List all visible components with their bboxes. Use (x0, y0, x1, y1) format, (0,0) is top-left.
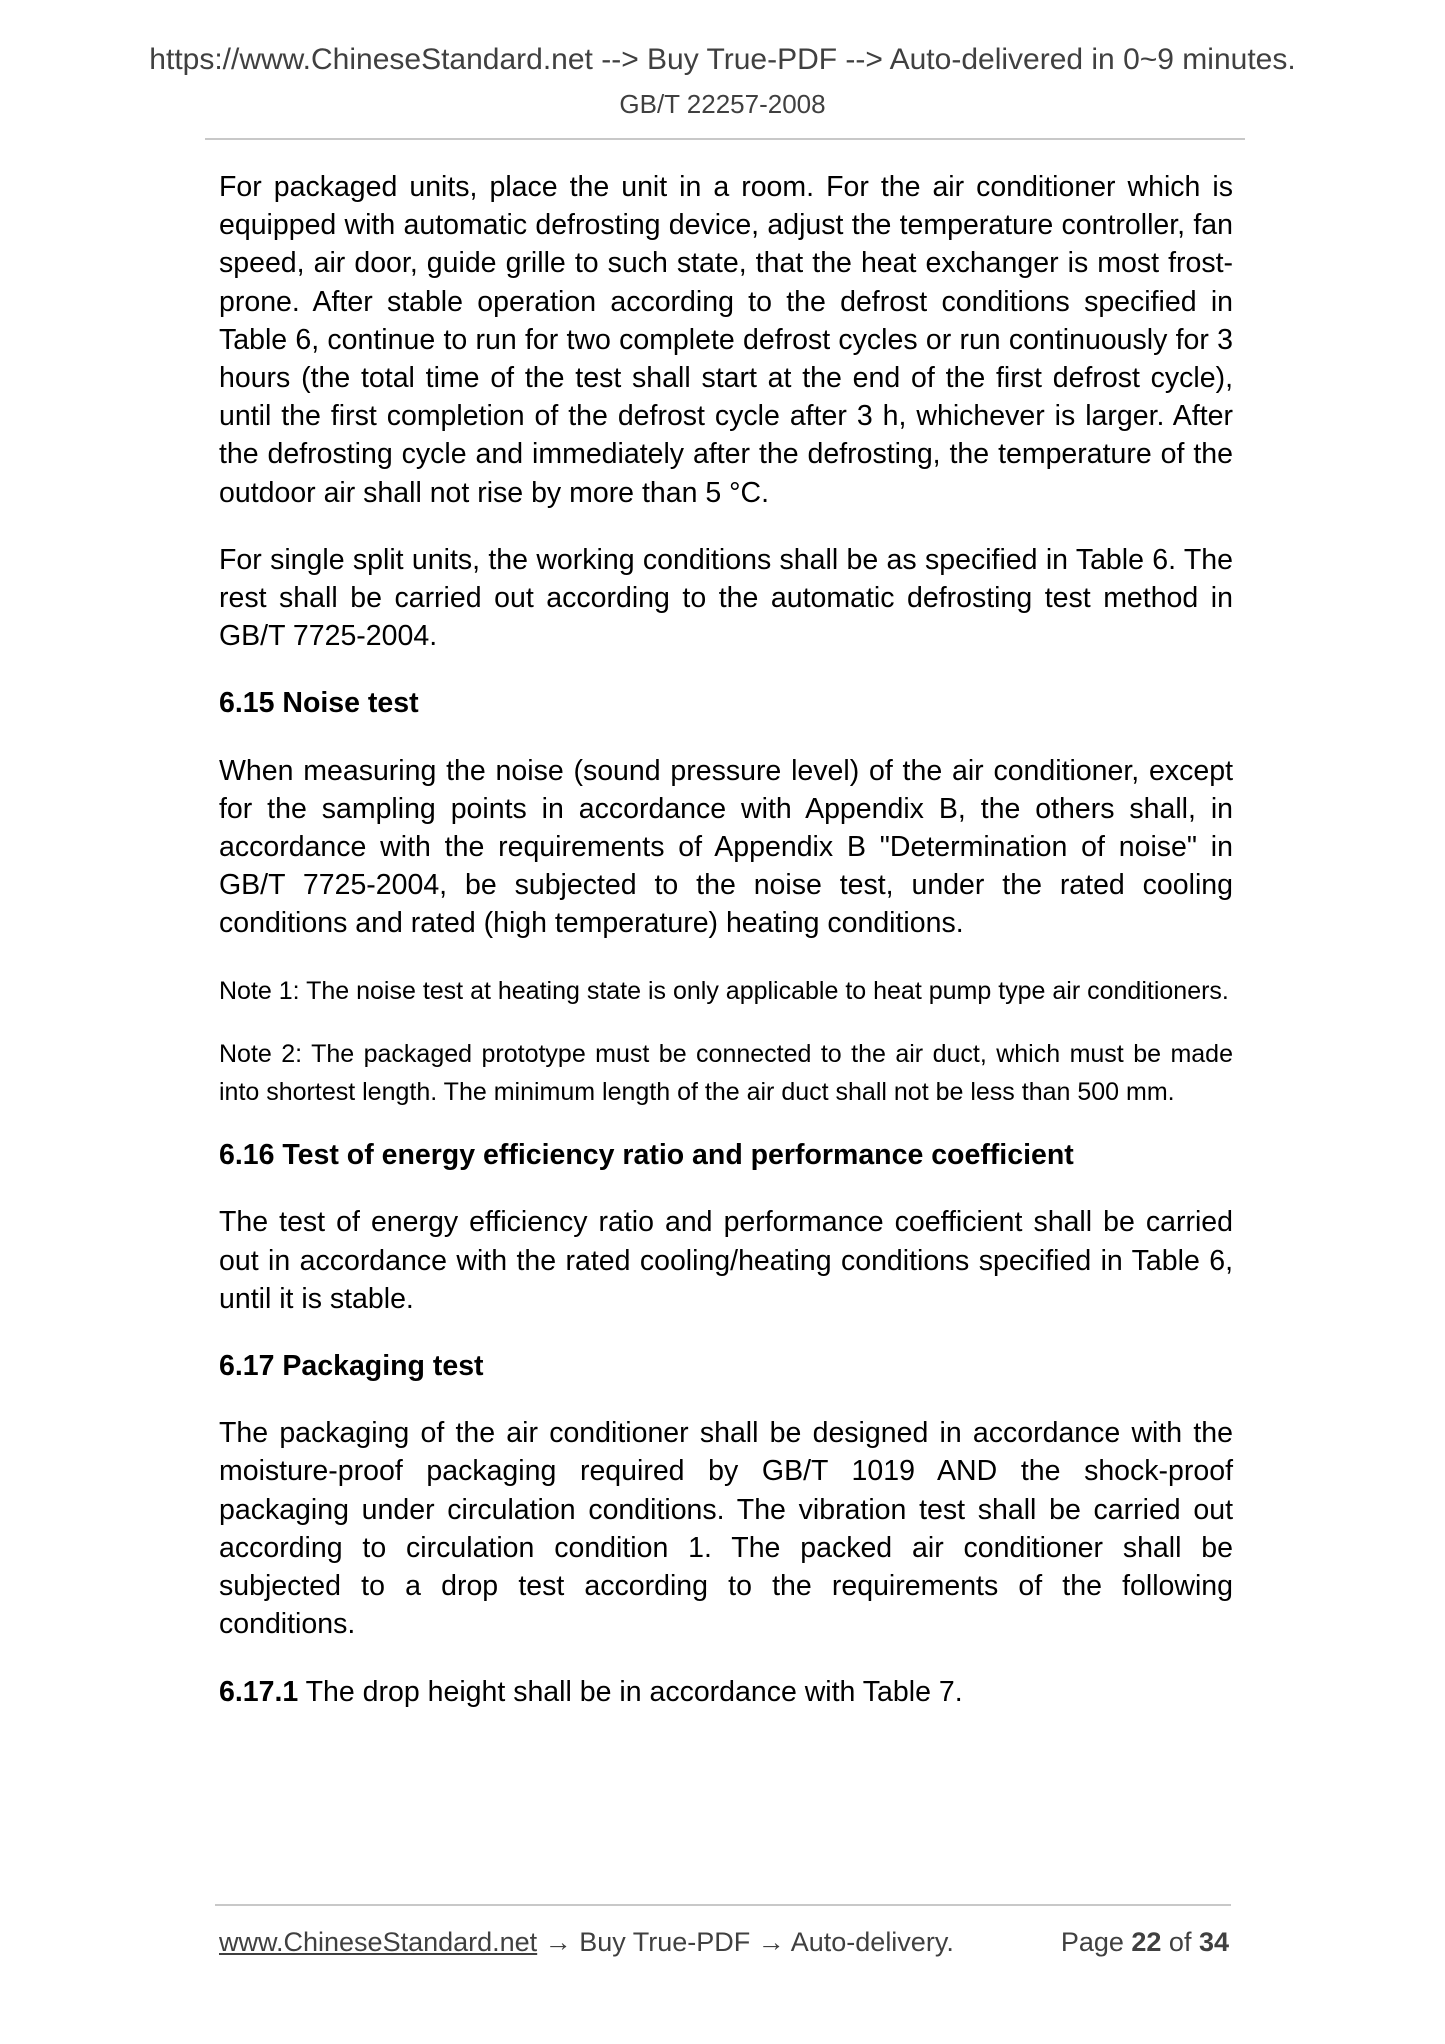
section-heading-6-15: 6.15 Noise test (219, 687, 419, 720)
page-footer (219, 1922, 1229, 1962)
page-of: of (1161, 1927, 1199, 1957)
footer-left (219, 1922, 954, 1962)
page-label: Page (1060, 1927, 1132, 1957)
standard-number: GB/T 22257-2008 (619, 89, 826, 119)
page-total: 34 (1198, 1927, 1229, 1957)
section-heading-6-17: 6.17 Packaging test (219, 1350, 484, 1383)
header-banner: https://www.ChineseStandard.net --> Buy True-PDF --> Auto-delivered in 0~9 minutes. (149, 43, 1296, 76)
page-indicator (1061, 1922, 1229, 1962)
subsection-text: The drop height shall be in accordance with Table 7. (298, 1675, 963, 1708)
paragraph-noise-test: When measuring the noise (sound pressure level) of the air conditioner, except for the sampling points in accordance with Appendix B, the others shall, in accordance with the requirements of Appendix B "Determination of noise" in GB/T 7725-2004, be subjected to the noise test, under the rated cooling conditions and rated (high temperature) heating conditions. (219, 754, 1233, 940)
document-body (219, 168, 1233, 1740)
note-1: Note 1: The noise test at heating state is only applicable to heat pump type air conditioners. (219, 976, 1229, 1005)
subsection-6-17-1 (219, 1673, 1233, 1711)
note-2: Note 2: The packaged prototype must be connected to the air duct, which must be made into shortest length. The minimum length of the air duct shall not be less than 500 mm. (219, 1039, 1233, 1107)
subsection-number: 6.17.1 (219, 1675, 299, 1708)
page-current: 22 (1131, 1927, 1162, 1957)
page-header (0, 38, 1445, 122)
paragraph-packaging-test: The packaging of the air conditioner shall be designed in accordance with the moisture-proof packaging required by GB/T 1019 AND the shock-proof packaging under circulation conditions. The vibration test shall be carried out according to circulation condition 1. The packed air conditioner shall be subjected to a drop test according to the requirements of the following conditions. (219, 1417, 1233, 1641)
paragraph-defrost-split: For single split units, the working conditions shall be as specified in Table 6. The rest shall be carried out according to the automatic defrosting test method in GB/T 7725-2004. (219, 543, 1233, 653)
footer-tagline: → Buy True-PDF → Auto-delivery. (537, 1927, 954, 1957)
section-heading-6-16: 6.16 Test of energy efficiency ratio and performance coefficient (219, 1139, 1074, 1172)
paragraph-energy-efficiency: The test of energy efficiency ratio and performance coefficient shall be carried out in accordance with the rated cooling/heating conditions specified in Table 6, until it is stable. (219, 1206, 1233, 1315)
header-divider (205, 138, 1245, 140)
footer-divider (215, 1904, 1231, 1906)
site-link[interactable]: www.ChineseStandard.net (219, 1927, 538, 1957)
paragraph-defrost-packaged: For packaged units, place the unit in a room. For the air conditioner which is equipped with automatic defrosting device, adjust the temperature controller, fan speed, air door, guide grille to such state, that the heat exchanger is most frost-prone. After stable operation according to the defrost conditions specified in Table 6, continue to run for two complete defrost cycles or run continuously for 3 hours (the total time of the test shall start at the end of the first defrost cycle), until the first completion of the defrost cycle after 3 h, whichever is larger. After the defrosting cycle and immediately after the defrosting, the temperature of the outdoor air shall not rise by more than 5 °C. (219, 171, 1233, 509)
